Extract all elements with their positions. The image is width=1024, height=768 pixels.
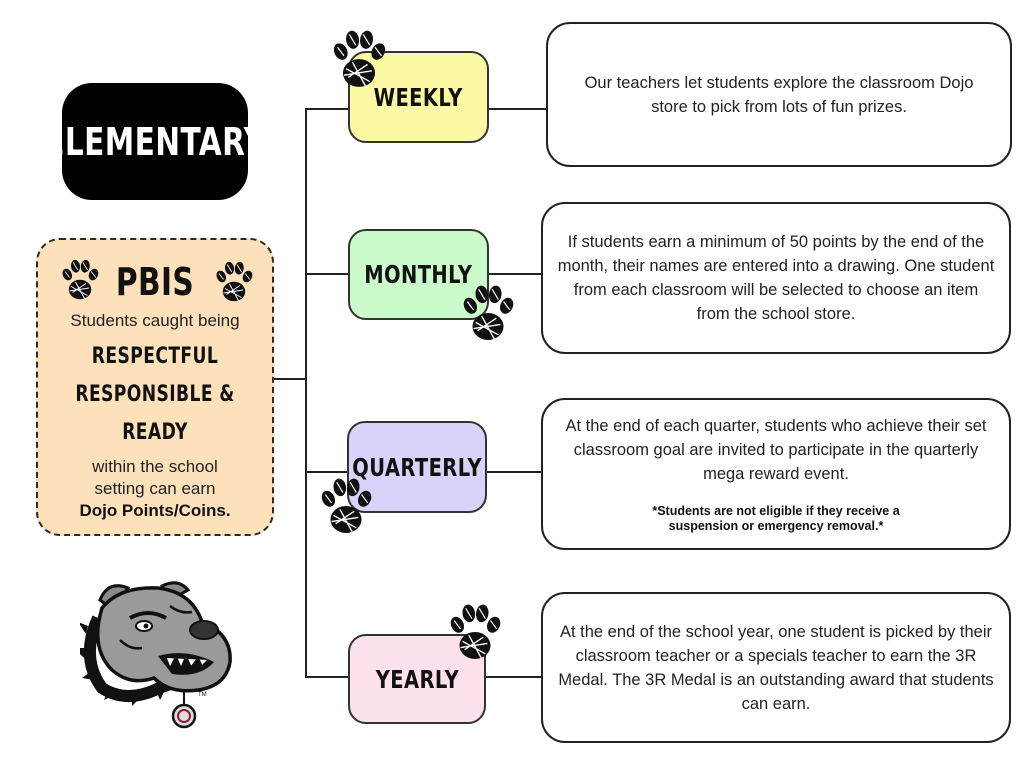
trait-responsible: RESPONSIBLE & xyxy=(75,382,235,407)
elementary-title-box xyxy=(44,83,266,200)
paw-icon xyxy=(460,283,516,341)
quarterly-description-box xyxy=(541,398,1011,550)
monthly-description-box xyxy=(541,202,1011,354)
yearly-description: At the end of the school year, one student is picked by their classroom teacher or a specials teacher to earn the 3R Medal. The 3R Medal is an outstanding award that students can earn. xyxy=(558,622,994,713)
pbis-line1: within the school xyxy=(92,457,218,476)
connector-line xyxy=(489,273,542,275)
connector-line xyxy=(486,676,542,678)
connector-line xyxy=(305,676,349,678)
yearly-label: YEARLY xyxy=(375,664,459,694)
connector-line xyxy=(274,378,306,380)
connector-line xyxy=(489,108,547,110)
monthly-description: If students earn a minimum of 50 points by the end of the month, their names are entered into a drawing. One student from each classroom will be selected to choose an item from the school store. xyxy=(557,233,995,323)
weekly-label: WEEKLY xyxy=(373,82,464,112)
paw-icon xyxy=(447,602,503,660)
trait-ready: READY xyxy=(122,420,188,445)
trademark-label: TM xyxy=(198,692,207,698)
quarterly-eligibility-note: *Students are not eligible if they receive a suspension or emergency removal.* xyxy=(652,504,900,533)
quarterly-description: At the end of each quarter, students who achieve their set classroom goal are invited to participate in the quarterly mega reward event. xyxy=(565,417,987,483)
quarterly-label: QUARTERLY xyxy=(352,452,482,482)
monthly-label: MONTHLY xyxy=(364,260,473,289)
weekly-description: Our teachers let students explore the classroom Dojo store to pick from lots of fun prizes. xyxy=(584,73,974,116)
connector-trunk xyxy=(305,108,307,678)
weekly-description-box xyxy=(546,22,1012,167)
connector-line xyxy=(305,108,349,110)
paw-icon xyxy=(330,28,388,88)
yearly-description-box xyxy=(541,592,1011,743)
bulldog-mascot-icon xyxy=(80,578,240,738)
connector-line xyxy=(305,471,349,473)
pbis-reward: Dojo Points/Coins. xyxy=(79,501,231,520)
elementary-title: ELEMENTARY xyxy=(44,119,266,164)
pbis-title: PBIS xyxy=(115,260,195,304)
connector-line xyxy=(487,471,542,473)
pbis-card xyxy=(36,238,274,536)
trait-respectful: RESPECTFUL xyxy=(91,344,219,369)
connector-line xyxy=(305,273,349,275)
pbis-line2: setting can earn xyxy=(94,479,216,498)
pbis-intro: Students caught being xyxy=(70,311,240,330)
paw-icon xyxy=(318,476,374,534)
